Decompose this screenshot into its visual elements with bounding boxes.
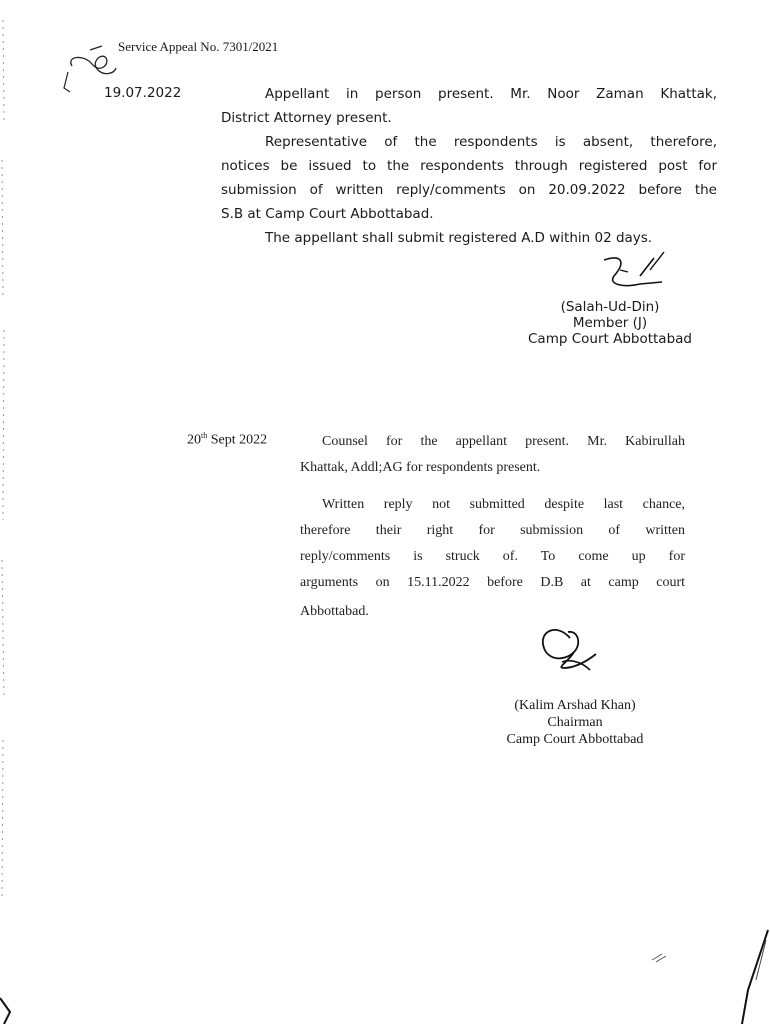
entry-2-date-day: 20 [187,432,201,448]
signature-chairman [534,618,604,678]
entry-2-signatory-designation: Chairman [547,715,603,730]
scan-corner-bottom-right [730,930,770,1024]
scan-speck [650,950,670,964]
entry-2-signatory-place: Camp Court Abbottabad [506,732,644,747]
entry-1-signatory-designation: Member (J) [572,315,648,331]
entry-2-line: arguments on 15.11.2022 before D.B at camp court [300,575,685,590]
entry-1-line: District Attorney present. [221,110,392,126]
entry-2-line: Counsel for the appellant present. Mr. Kabirullah [322,434,685,449]
entry-2-date-rest: Sept 2022 [207,432,268,448]
entry-1-line: Representative of the respondents is absent, therefore, [265,134,717,150]
entry-2-signatory-name: (Kalim Arshad Khan) [514,698,636,713]
entry-1-signatory-name: (Salah-Ud-Din) [560,299,660,315]
entry-2-line: Abbottabad. [300,604,369,619]
entry-1-line: submission of written reply/comments on 20.09.2022 before the [221,182,717,198]
entry-1-signatory-place: Camp Court Abbottabad [528,331,692,347]
scan-edge-left [0,0,14,1024]
case-reference: Service Appeal No. 7301/2021 [118,39,279,54]
entry-1-date: 19.07.2022 [104,85,182,101]
entry-1-line: The appellant shall submit registered A.D within 02 days. [265,230,653,246]
entry-1-line: notices be issued to the respondents through registered post for [221,158,717,174]
entry-1-line: S.B at Camp Court Abbottabad. [221,206,434,222]
entry-2-line: Written reply not submitted despite last chance, [322,497,685,512]
entry-2-line: therefore their right for submission of written [300,523,685,538]
scan-corner-bottom-left [0,998,18,1024]
entry-2-line: reply/comments is struck of. To come up for [300,549,685,564]
entry-1-line: Appellant in person present. Mr. Noor Zaman Khattak, [265,86,717,102]
entry-2-date-suffix: th [201,431,208,440]
signature-member [592,250,682,300]
entry-2-date [187,431,267,449]
entry-2-line: Khattak, Addl;AG for respondents present. [300,460,541,475]
